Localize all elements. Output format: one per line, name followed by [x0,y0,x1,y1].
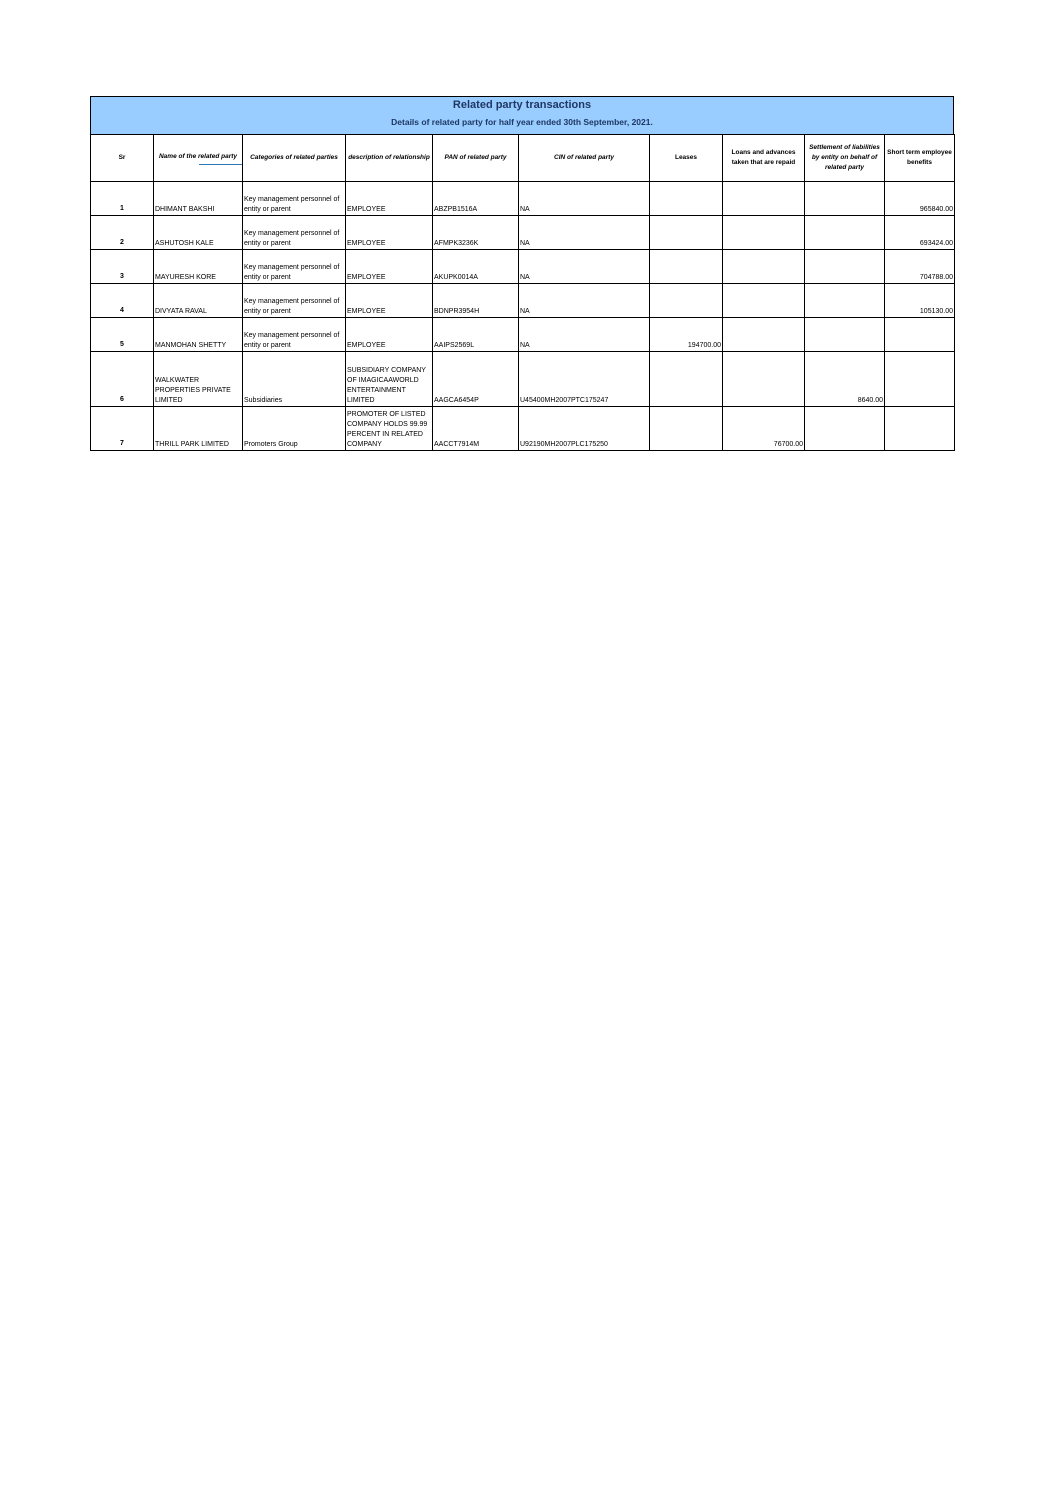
cell-benefits: 105130.00 [885,284,955,318]
cell-loans [723,182,805,216]
sheet [90,96,954,451]
cell-category: Subsidiaries [243,352,346,407]
col-leases: Leases [650,135,723,182]
cell-cin: U45400MH2007PTC175247 [519,352,650,407]
cell-sr: 5 [91,318,154,352]
cell-pan: AAGCA6454P [433,352,519,407]
cell-settlement [805,216,885,250]
table-body [91,182,955,451]
table-row [91,284,955,318]
cell-leases: 194700.00 [650,318,723,352]
cell-pan: AKUPK0014A [433,250,519,284]
cell-benefits [885,407,955,451]
table-row [91,216,955,250]
cell-name: THRILL PARK LIMITED [154,407,243,451]
cell-sr: 4 [91,284,154,318]
cell-loans: 76700.00 [723,407,805,451]
cell-pan: ABZPB1516A [433,182,519,216]
cell-name: MANMOHAN SHETTY [154,318,243,352]
cell-benefits: 965840.00 [885,182,955,216]
col-name [154,135,243,182]
col-pan: PAN of related party [433,135,519,182]
cell-sr: 2 [91,216,154,250]
cell-benefits [885,318,955,352]
cell-category: Key management personnel of entity or parent [243,284,346,318]
col-loans: Loans and advances taken that are repaid [723,135,805,182]
cell-sr: 3 [91,250,154,284]
cell-pan: AAIPS2569L [433,318,519,352]
table-row [91,352,955,407]
cell-cin: U92190MH2007PLC175250 [519,407,650,451]
title-banner [90,96,954,134]
cell-name: DHIMANT BAKSHI [154,182,243,216]
table-row [91,407,955,451]
cell-category: Key management personnel of entity or parent [243,182,346,216]
cell-cin: NA [519,216,650,250]
cell-settlement [805,250,885,284]
cell-settlement: 8640.00 [805,352,885,407]
col-benefits: Short term employee benefits [885,135,955,182]
cell-settlement [805,407,885,451]
cell-settlement [805,182,885,216]
cell-category: Promoters Group [243,407,346,451]
cell-sr: 1 [91,182,154,216]
col-sr: Sr [91,135,154,182]
cell-name: WALKWATER PROPERTIES PRIVATE LIMITED [154,352,243,407]
table-row [91,182,955,216]
cell-benefits: 704788.00 [885,250,955,284]
cell-cin: NA [519,284,650,318]
cell-pan: AFMPK3236K [433,216,519,250]
cell-leases [650,250,723,284]
cell-category: Key management personnel of entity or parent [243,250,346,284]
cell-loans [723,216,805,250]
cell-pan: AACCT7914M [433,407,519,451]
header-row [91,135,955,182]
cell-category: Key management personnel of entity or parent [243,216,346,250]
cell-benefits: 693424.00 [885,216,955,250]
col-cin: CIN of related party [519,135,650,182]
cell-category: Key management personnel of entity or parent [243,318,346,352]
cell-sr: 6 [91,352,154,407]
page-subtitle: Details of related party for half year ended 30th September, 2021. [391,117,653,127]
cell-loans [723,318,805,352]
cell-name: MAYURESH KORE [154,250,243,284]
cell-leases [650,407,723,451]
col-name-label: Name of the related party [158,152,238,160]
cell-cin: NA [519,182,650,216]
cell-loans [723,250,805,284]
cell-settlement [805,284,885,318]
cell-benefits [885,352,955,407]
cell-underline [199,164,243,165]
table-row [91,318,955,352]
cell-relationship: EMPLOYEE [346,250,433,284]
col-relationship: description of relationship [346,135,433,182]
cell-leases [650,352,723,407]
cell-relationship: SUBSIDIARY COMPANY OF IMAGICAAWORLD ENTERTAINMENT LIMITED [346,352,433,407]
cell-leases [650,182,723,216]
cell-cin: NA [519,318,650,352]
cell-name: DIVYATA RAVAL [154,284,243,318]
cell-loans [723,284,805,318]
table-row [91,250,955,284]
cell-pan: BDNPR3954H [433,284,519,318]
cell-cin: NA [519,250,650,284]
col-settlement: Settlement of liabilities by entity on behalf of related party [805,135,885,182]
page-title: Related party transactions [452,99,592,111]
cell-leases [650,216,723,250]
cell-relationship: EMPLOYEE [346,318,433,352]
cell-loans [723,352,805,407]
related-party-table [90,134,955,451]
cell-relationship: PROMOTER OF LISTED COMPANY HOLDS 99.99 PERCENT IN RELATED COMPANY [346,407,433,451]
cell-name: ASHUTOSH KALE [154,216,243,250]
cell-leases [650,284,723,318]
col-category: Categories of related parties [243,135,346,182]
cell-relationship: EMPLOYEE [346,284,433,318]
cell-settlement [805,318,885,352]
cell-sr: 7 [91,407,154,451]
cell-relationship: EMPLOYEE [346,216,433,250]
cell-relationship: EMPLOYEE [346,182,433,216]
